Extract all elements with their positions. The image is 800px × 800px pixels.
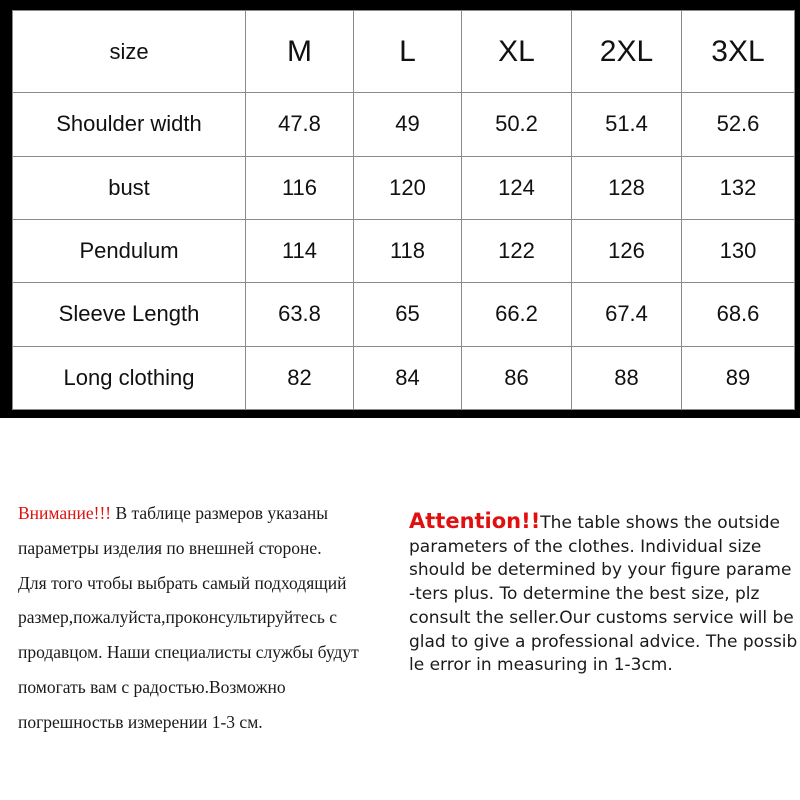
table-cell: 116: [246, 156, 354, 219]
table-cell: 114: [246, 219, 354, 282]
table-cell: 126: [572, 219, 682, 282]
table-cell: 118: [354, 219, 462, 282]
table-cell: 67.4: [572, 283, 682, 346]
table-row: [13, 219, 795, 282]
header-cell-m: M: [246, 11, 354, 93]
table-cell: 51.4: [572, 93, 682, 156]
row-label-bust: bust: [13, 156, 246, 219]
table-cell: 49: [354, 93, 462, 156]
row-label-pendulum: Pendulum: [13, 219, 246, 282]
notice-line: помогать вам с радостью.Возможно: [18, 676, 286, 697]
row-label-sleeve-length: Sleeve Length: [13, 283, 246, 346]
english-notice: [409, 510, 800, 678]
notice-text: The table shows the outside: [540, 513, 780, 533]
table-header-row: [13, 11, 795, 93]
table-cell: 132: [682, 156, 795, 219]
notice-line: glad to give a professional advice. The possib: [409, 631, 798, 652]
table-cell: 122: [462, 219, 572, 282]
table-cell: 84: [354, 346, 462, 409]
header-cell-xl: XL: [462, 11, 572, 93]
row-label-long-clothing: Long clothing: [13, 346, 246, 409]
table-cell: 47.8: [246, 93, 354, 156]
table-cell: 66.2: [462, 283, 572, 346]
russian-notice: [18, 496, 408, 740]
notice-line: -ters plus. To determine the best size, plz: [409, 584, 760, 605]
notice-line: parameters of the clothes. Individual size: [409, 536, 762, 557]
notice-line: [18, 496, 408, 531]
table-row: [13, 283, 795, 346]
notice-line: consult the seller.Our customs service will be: [409, 607, 794, 628]
table-cell: 120: [354, 156, 462, 219]
table-cell: 89: [682, 346, 795, 409]
table-row: [13, 156, 795, 219]
table-cell: 52.6: [682, 93, 795, 156]
table-cell: 124: [462, 156, 572, 219]
header-cell-2xl: 2XL: [572, 11, 682, 93]
size-chart-table: [12, 10, 795, 410]
table-cell: 63.8: [246, 283, 354, 346]
table-cell: 130: [682, 219, 795, 282]
notice-line: [409, 510, 800, 536]
notice-line: Для того чтобы выбрать самый подходящий: [18, 572, 347, 593]
header-cell-l: L: [354, 11, 462, 93]
notice-line: размер,пожалуйста,проконсультируйтесь с: [18, 607, 338, 628]
notice-line: параметры изделия по внешней стороне.: [18, 537, 322, 558]
notice-line: le error in measuring in 1-3cm.: [409, 655, 673, 676]
notice-text: В таблице размеров указаны: [111, 503, 328, 523]
header-cell-3xl: 3XL: [682, 11, 795, 93]
notice-line: продавцом. Наши специалисты службы будут: [18, 642, 359, 663]
table-cell: 65: [354, 283, 462, 346]
table-cell: 86: [462, 346, 572, 409]
table-row: [13, 93, 795, 156]
notice-line: should be determined by your figure parame: [409, 560, 792, 581]
table-cell: 68.6: [682, 283, 795, 346]
row-label-shoulder-width: Shoulder width: [13, 93, 246, 156]
notice-line: погрешностьв измерении 1-3 см.: [18, 711, 263, 732]
table-cell: 82: [246, 346, 354, 409]
table-cell: 50.2: [462, 93, 572, 156]
header-cell-size: size: [13, 11, 246, 93]
table-row: [13, 346, 795, 409]
russian-attention-label: Внимание!!!: [18, 503, 112, 523]
table-cell: 128: [572, 156, 682, 219]
table-cell: 88: [572, 346, 682, 409]
english-attention-label: Attention!!: [409, 509, 541, 533]
